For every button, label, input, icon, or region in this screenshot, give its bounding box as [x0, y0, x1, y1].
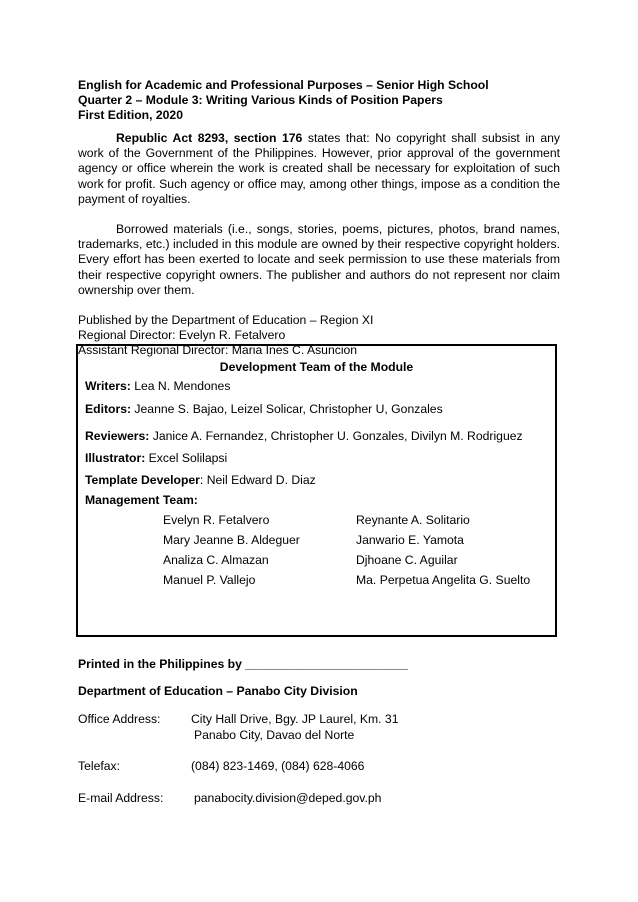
editors-row — [85, 401, 443, 417]
copyright-paragraph — [78, 131, 560, 207]
template-developer-row — [85, 472, 316, 488]
telefax-value: (084) 823-1469, (084) 628-4066 — [191, 759, 365, 773]
management-team-label: Management Team: — [85, 493, 198, 507]
template-developer-name: : Neil Edward D. Diaz — [199, 473, 316, 487]
reviewers-row — [85, 428, 523, 444]
office-address-label: Office Address: — [78, 712, 161, 726]
reviewers-names: Janice A. Fernandez, Christopher U. Gonzales, Divilyn M. Rodriguez — [149, 429, 523, 443]
module-subject-line: English for Academic and Professional Purposes – Senior High School — [78, 78, 489, 92]
illustrator-label: Illustrator: — [85, 451, 146, 465]
office-address-line1: City Hall Drive, Bgy. JP Laurel, Km. 31 — [191, 712, 399, 726]
regional-director: Regional Director: Evelyn R. Fetalvero — [78, 328, 286, 343]
document-top — [78, 78, 560, 358]
email-value[interactable]: panabocity.division@deped.gov.ph — [194, 791, 382, 805]
management-member: Manuel P. Vallejo — [163, 573, 256, 587]
edition-line: First Edition, 2020 — [78, 108, 183, 122]
editors-names: Jeanne S. Bajao, Leizel Solicar, Christopher U, Gonzales — [131, 402, 443, 416]
illustrator-row — [85, 450, 227, 466]
development-team-box — [76, 344, 557, 637]
management-left-column — [163, 512, 300, 592]
division-name: Department of Education – Panabo City Division — [78, 684, 358, 698]
telefax-label: Telefax: — [78, 759, 121, 773]
management-member: Reynante A. Solitario — [356, 513, 470, 527]
management-team-row — [85, 492, 198, 508]
management-member: Mary Jeanne B. Aldeguer — [163, 533, 300, 547]
writers-row — [85, 378, 230, 394]
office-address-line2: Panabo City, Davao del Norte — [194, 728, 355, 742]
module-title-line: Quarter 2 – Module 3: Writing Various Kinds of Position Papers — [78, 93, 443, 107]
development-team-title: Development Team of the Module — [219, 360, 414, 374]
borrowed-materials-paragraph: Borrowed materials (i.e., songs, stories, poems, pictures, photos, brand names, trademarks, etc.) included in this module are owned by their respective copyright holders. Every effort has been exerted to locate and seek permission to use these materials from their respective copyright owners. The publisher and authors do not represent nor claim ownership over them. — [78, 222, 560, 297]
copyright-text: states that: No copyright shall subsist in any work of the Government of the Philippines. However, prior approval of the government agency or office wherein the work is created shall be necessary for exploitation of such work for profit. Such agency or office may, among other things, impose as a condition the payment of royalties. — [78, 131, 561, 206]
reviewers-label: Reviewers: — [85, 429, 150, 443]
management-right-column — [356, 512, 530, 592]
management-member: Djhoane C. Aguilar — [356, 553, 458, 567]
published-by: Published by the Department of Education – Region XI — [78, 313, 374, 328]
copyright-law-reference: Republic Act 8293, section 176 — [116, 131, 303, 145]
management-member: Janwario E. Yamota — [356, 533, 464, 547]
management-member: Analiza C. Almazan — [163, 553, 269, 567]
assistant-regional-director: Assistant Regional Director: Maria Ines C. Asuncion — [78, 343, 358, 358]
illustrator-name: Excel Solilapsi — [145, 451, 228, 465]
management-member: Ma. Perpetua Angelita G. Suelto — [356, 573, 531, 587]
printed-in-line: Printed in the Philippines by ________________________ — [78, 657, 408, 671]
email-label: E-mail Address: — [78, 791, 164, 805]
writers-label: Writers: — [85, 379, 131, 393]
editors-label: Editors: — [85, 402, 132, 416]
template-developer-label: Template Developer — [85, 473, 200, 487]
writers-names: Lea N. Mendones — [130, 379, 231, 393]
management-member: Evelyn R. Fetalvero — [163, 513, 270, 527]
